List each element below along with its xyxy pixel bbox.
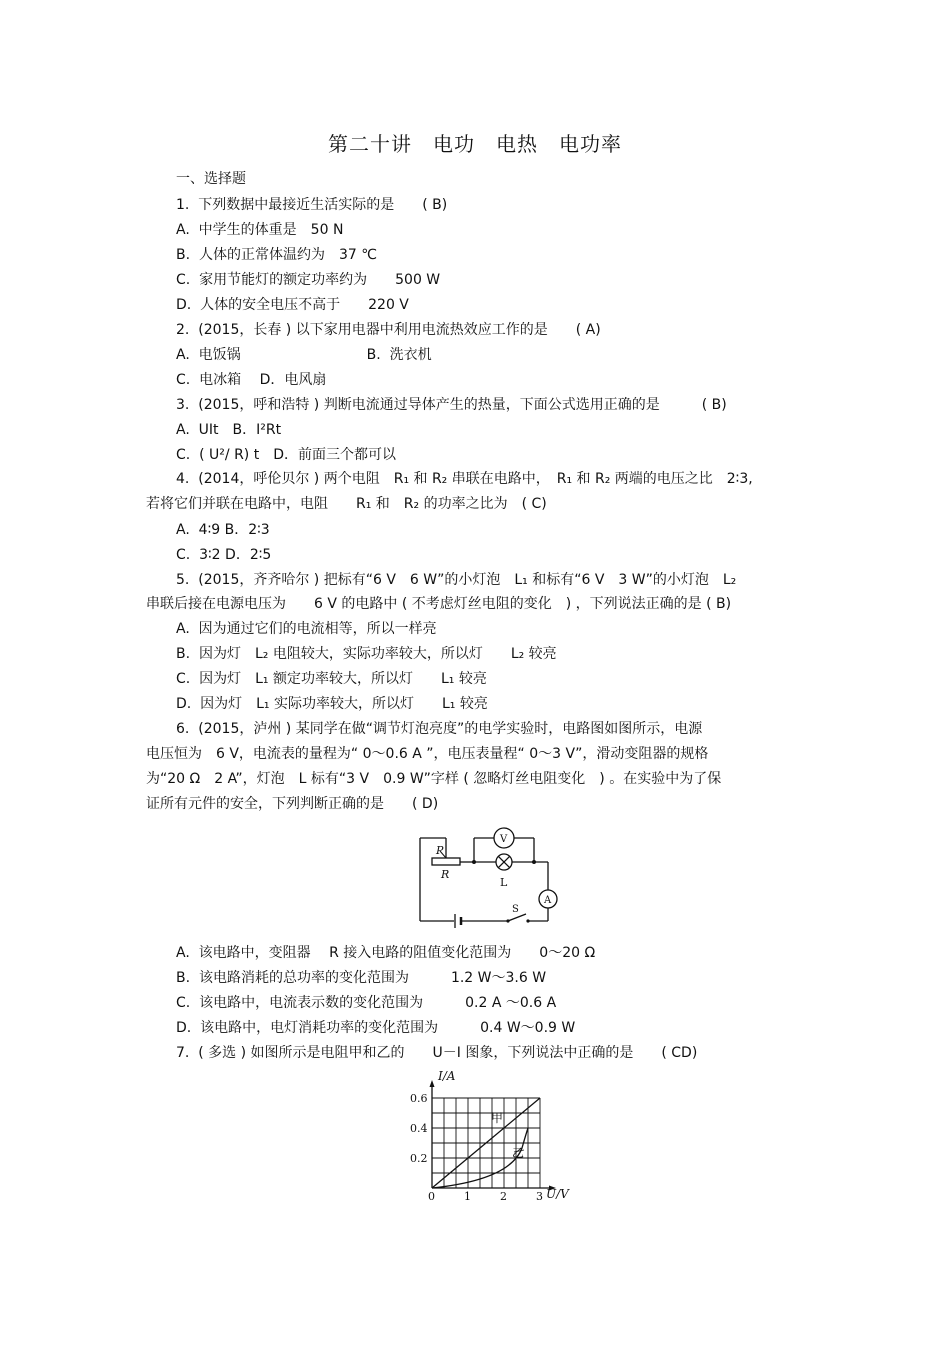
page-title: 第二十讲 电功 电热 电功率 [328, 132, 622, 156]
q5-option-c: C. 因为灯 L₁ 额定功率较大，所以灯 L₁ 较亮 [176, 671, 487, 687]
lamp-label: L [500, 876, 508, 889]
q5-option-d: D. 因为灯 L₁ 实际功率较大，所以灯 L₁ 较亮 [176, 696, 488, 712]
jia-label: 甲 [491, 1111, 504, 1125]
q4-options-cd: C. 3∶2 D．2∶5 [176, 547, 272, 563]
x-tick-0: 0 [428, 1190, 435, 1203]
q5-stem: 5. (2015，齐齐哈尔 ) 把标有“6 V 6 W”的小灯泡 L₁ 和标有“6 V 3 W”的小灯泡 L₂ [176, 572, 737, 588]
q4-stem: 4. (2014，呼伦贝尔 ) 两个电阻 R₁ 和 R₂ 串联在电路中， R₁ 和 R₂ 两端的电压之比 2∶3, [176, 471, 753, 487]
y-axis-label: I/A [438, 1069, 456, 1083]
y-tick-0.4: 0.4 [410, 1122, 428, 1135]
q6-stem-cont1: 电压恒为 6 V，电流表的量程为“ 0～0.6 A ”，电压表量程“ 0～3 V”，滑动变阻器的规格 [146, 746, 709, 762]
slider-label: P [436, 844, 444, 857]
switch-label: S [512, 904, 519, 915]
q6-stem-cont3: 证所有元件的安全，下列判断正确的是 ( D) [146, 796, 439, 812]
q3-options-ab: A. UIt B．I²Rt [176, 422, 282, 438]
q1-option-d: D. 人体的安全电压不高于 220 V [176, 297, 409, 313]
y-tick-0.2: 0.2 [410, 1152, 428, 1165]
q1-option-b: B. 人体的正常体温约为 37 ℃ [176, 247, 377, 263]
q1-option-a: A. 中学生的体重是 50 N [176, 222, 344, 238]
q3-stem: 3. (2015，呼和浩特 ) 判断电流通过导体产生的热量，下面公式选用正确的是 ( B) [176, 397, 727, 413]
q2-stem: 2. (2015，长春 ) 以下家用电器中利用电流热效应工作的是 ( A) [176, 322, 601, 338]
x-axis-label: U/V [546, 1187, 569, 1201]
circuit-diagram [410, 818, 570, 928]
q6-option-d: D. 该电路中，电灯消耗功率的变化范围为 0.4 W～0.9 W [176, 1020, 576, 1036]
q7-stem: 7. ( 多选 ) 如图所示是电阻甲和乙的 U－I 图象，下列说法中正确的是 ( CD) [176, 1045, 698, 1061]
q1-option-c: C. 家用节能灯的额定功率约为 500 W [176, 272, 441, 288]
q2-options-cd: C. 电冰箱 D．电风扇 [176, 372, 327, 388]
section-heading: 一、选择题 [176, 171, 246, 187]
yi-label: 乙 [512, 1146, 525, 1160]
q2-options-ab: A. 电饭锅 B. 洗衣机 [176, 347, 432, 363]
x-tick-2: 2 [500, 1190, 507, 1203]
x-tick-3: 3 [536, 1190, 543, 1203]
q5-stem-cont: 串联后接在电源电压为 6 V 的电路中 ( 不考虑灯丝电阻的变化 ) ，下列说法正确的是 ( B) [146, 596, 732, 612]
q4-options-ab: A. 4∶9 B．2∶3 [176, 522, 270, 538]
ui-graph [400, 1068, 580, 1203]
q6-stem-cont2: 为“20 Ω 2 A”，灯泡 L 标有“3 V 0.9 W”字样 ( 忽略灯丝电阻变化 ) 。在实验中为了保 [146, 771, 722, 787]
ammeter-label: A [544, 895, 552, 906]
q5-option-a: A. 因为通过它们的电流相等，所以一样亮 [176, 621, 437, 637]
q6-option-b: B. 该电路消耗的总功率的变化范围为 1.2 W～3.6 W [176, 970, 547, 986]
q6-stem: 6. (2015，泸州 ) 某同学在做“调节灯泡亮度”的电学实验时，电路图如图所示，电源 [176, 721, 703, 737]
voltmeter-label: V [500, 834, 508, 845]
q4-stem-cont: 若将它们并联在电路中，电阻 R₁ 和 R₂ 的功率之比为 ( C) [146, 496, 547, 512]
resistor-label: R [441, 868, 450, 881]
q5-option-b: B. 因为灯 L₂ 电阻较大，实际功率较大，所以灯 L₂ 较亮 [176, 646, 557, 662]
q6-option-a: A. 该电路中，变阻器 R 接入电路的阻值变化范围为 0～20 Ω [176, 945, 596, 961]
q6-option-c: C. 该电路中，电流表示数的变化范围为 0.2 A ～0.6 A [176, 995, 557, 1011]
q1-stem: 1. 下列数据中最接近生活实际的是 ( B) [176, 197, 448, 213]
x-tick-1: 1 [464, 1190, 471, 1203]
q3-options-cd: C. ( U²/ R) t D．前面三个都可以 [176, 447, 396, 463]
y-tick-0.6: 0.6 [410, 1092, 428, 1105]
